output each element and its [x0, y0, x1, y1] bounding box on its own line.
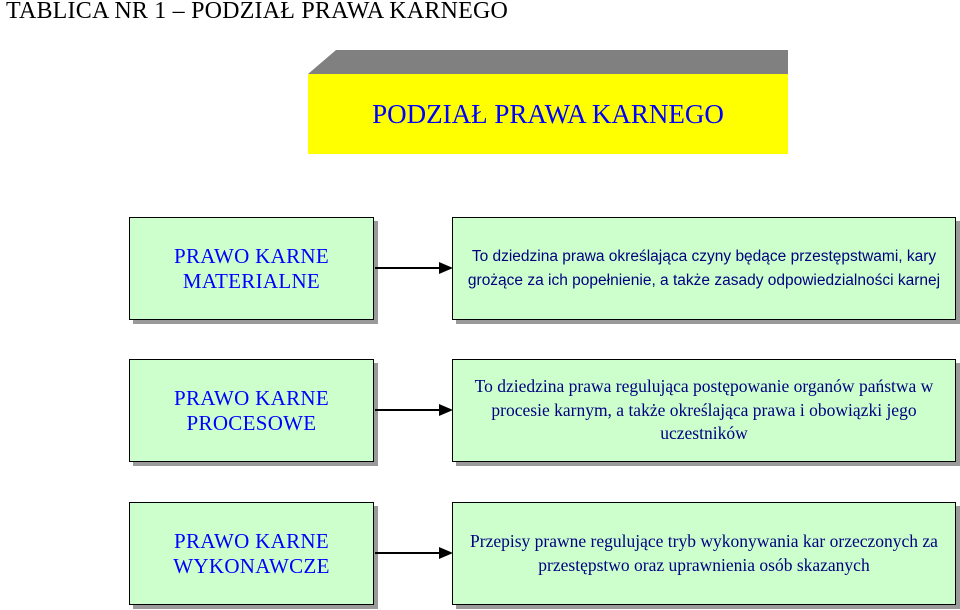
- definition-box-materialne: [452, 217, 956, 320]
- banner-3d-top: [308, 50, 788, 74]
- category-label-line1: PRAWO KARNE: [173, 528, 330, 553]
- category-label-line2: PROCESOWE: [186, 410, 317, 435]
- category-label-line2: MATERIALNE: [182, 268, 321, 293]
- definition-text: To dziedzina prawa regulująca postępowanie organów państwa w procesie karnym, a także określająca prawa i obowiązki jego uczestników: [474, 376, 934, 444]
- banner-title: PODZIAŁ PRAWA KARNEGO: [372, 98, 724, 129]
- definition-text: Przepisy prawne regulujące tryb wykonywania kar orzeczonych za przestępstwo oraz uprawnienia osób skazanych: [470, 531, 938, 575]
- category-box-materialne: [129, 217, 374, 320]
- definition-box-wykonawcze: [452, 502, 956, 605]
- category-label-line2: WYKONAWCZE: [173, 553, 330, 578]
- arrow-connector-materialne: [375, 261, 453, 275]
- category-box-procesowe: [129, 359, 374, 462]
- definition-text: To dziedzina prawa określająca czyny będące przestępstwami, kary grożące za ich popełnienie, a także zasady odpowiedzialności karnej: [467, 247, 941, 289]
- arrow-connector-wykonawcze: [375, 546, 453, 560]
- category-label-line1: PRAWO KARNE: [173, 243, 330, 268]
- definition-box-procesowe: [452, 359, 956, 462]
- diagram-title-banner: [308, 50, 788, 154]
- category-label-line1: PRAWO KARNE: [173, 385, 330, 410]
- arrow-connector-procesowe: [375, 403, 453, 417]
- page-title: TABLICA NR 1 – PODZIAŁ PRAWA KARNEGO: [6, 0, 509, 24]
- category-box-wykonawcze: [129, 502, 374, 605]
